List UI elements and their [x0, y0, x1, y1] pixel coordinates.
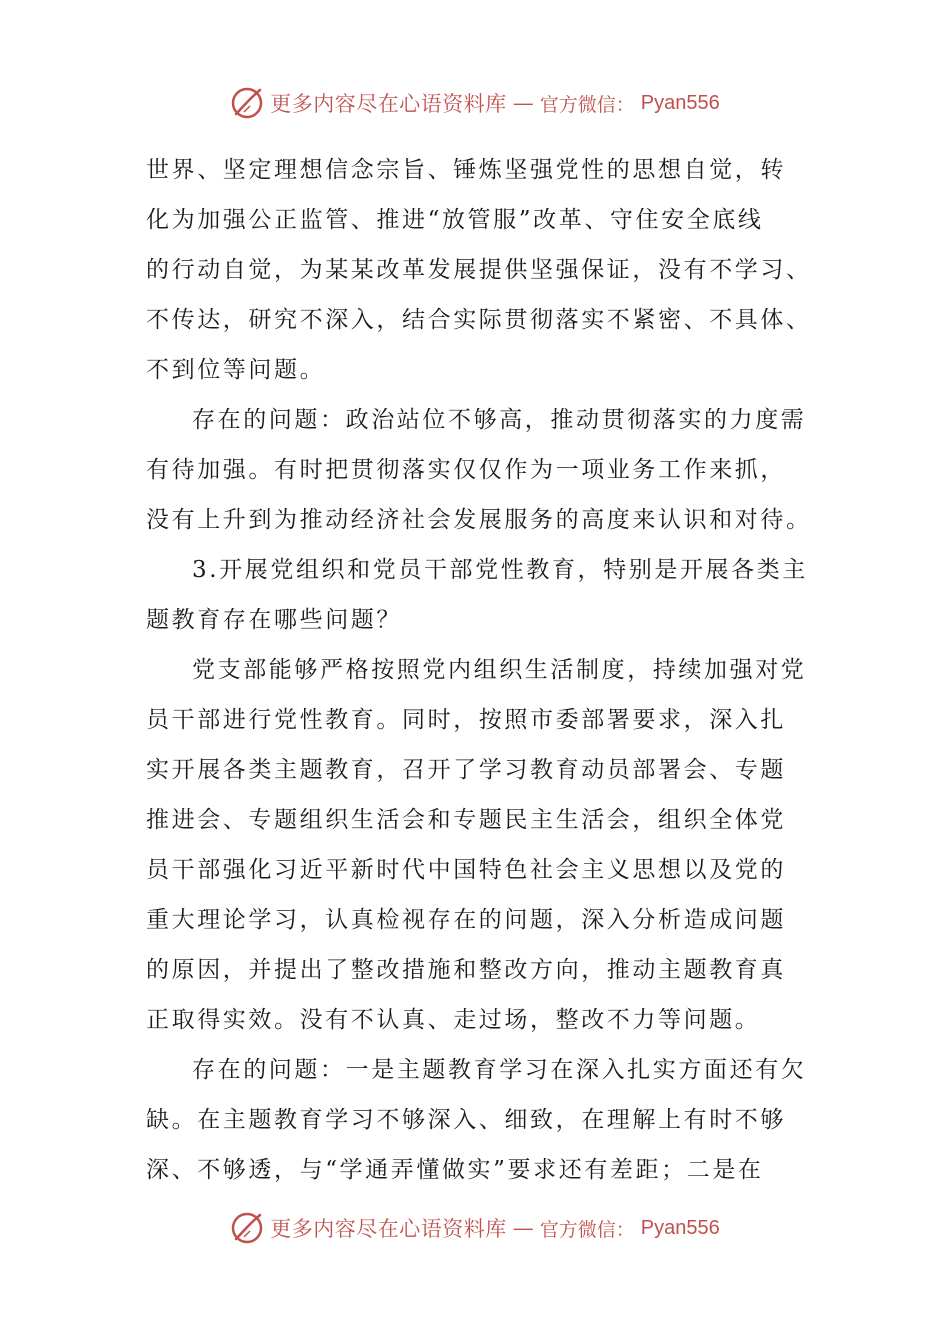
text-line: 推进会、专题组织生活会和专题民主生活会，组织全体党 [146, 807, 786, 833]
pen-logo-icon [230, 1211, 264, 1245]
text-line: 党支部能够严格按照党内组织生活制度，持续加强对党 [192, 657, 807, 683]
header-banner [0, 83, 950, 123]
section-heading: 题教育存在哪些问题？ [146, 607, 402, 633]
text-line: 存在的问题：一是主题教育学习在深入扎实方面还有欠 [192, 1057, 807, 1083]
header-wechat-id: Pyan556 [640, 91, 720, 114]
footer-dash: — [512, 1216, 534, 1240]
document-body [146, 145, 812, 1195]
section-heading: 3.开展党组织和党员干部党性教育，特别是开展各类主 [192, 557, 808, 583]
header-brand-text: 更多内容尽在心语资料库 [270, 92, 507, 116]
text-line: 实开展各类主题教育，召开了学习教育动员部署会、专题 [146, 757, 786, 783]
text-line: 世界、坚定理想信念宗旨、锤炼坚强党性的思想自觉，转 [146, 157, 786, 183]
text-line: 存在的问题：政治站位不够高，推动贯彻落实的力度需 [192, 407, 807, 433]
header-wechat-label: 官方微信： [539, 93, 635, 116]
text-line: 没有上升到为推动经济社会发展服务的高度来认识和对待。 [146, 507, 812, 533]
text-line: 的行动自觉，为某某改革发展提供坚强保证，没有不学习、 [146, 257, 812, 283]
footer-wechat-label: 官方微信： [539, 1218, 635, 1241]
text-line: 不到位等问题。 [146, 357, 326, 383]
text-line: 有待加强。有时把贯彻落实仅仅作为一项业务工作来抓， [146, 457, 786, 483]
text-line: 化为加强公正监管、推进“放管服”改革、守住安全底线 [146, 207, 764, 233]
footer-wechat-id: Pyan556 [640, 1216, 720, 1239]
pen-logo-icon [230, 86, 264, 120]
text-line: 不传达，研究不深入，结合实际贯彻落实不紧密、不具体、 [146, 307, 812, 333]
header-dash: — [512, 91, 534, 115]
text-line: 的原因，并提出了整改措施和整改方向，推动主题教育真 [146, 957, 786, 983]
footer-banner [0, 1208, 950, 1248]
text-line: 正取得实效。没有不认真、走过场，整改不力等问题。 [146, 1007, 761, 1033]
text-line: 深、不够透，与“学通弄懂做实”要求还有差距；二是在 [146, 1157, 764, 1183]
text-line: 重大理论学习，认真检视存在的问题，深入分析造成问题 [146, 907, 786, 933]
text-line: 员干部强化习近平新时代中国特色社会主义思想以及党的 [146, 857, 786, 883]
text-line: 员干部进行党性教育。同时，按照市委部署要求，深入扎 [146, 707, 786, 733]
footer-brand-text: 更多内容尽在心语资料库 [270, 1217, 507, 1241]
text-line: 缺。在主题教育学习不够深入、细致，在理解上有时不够 [146, 1107, 786, 1133]
